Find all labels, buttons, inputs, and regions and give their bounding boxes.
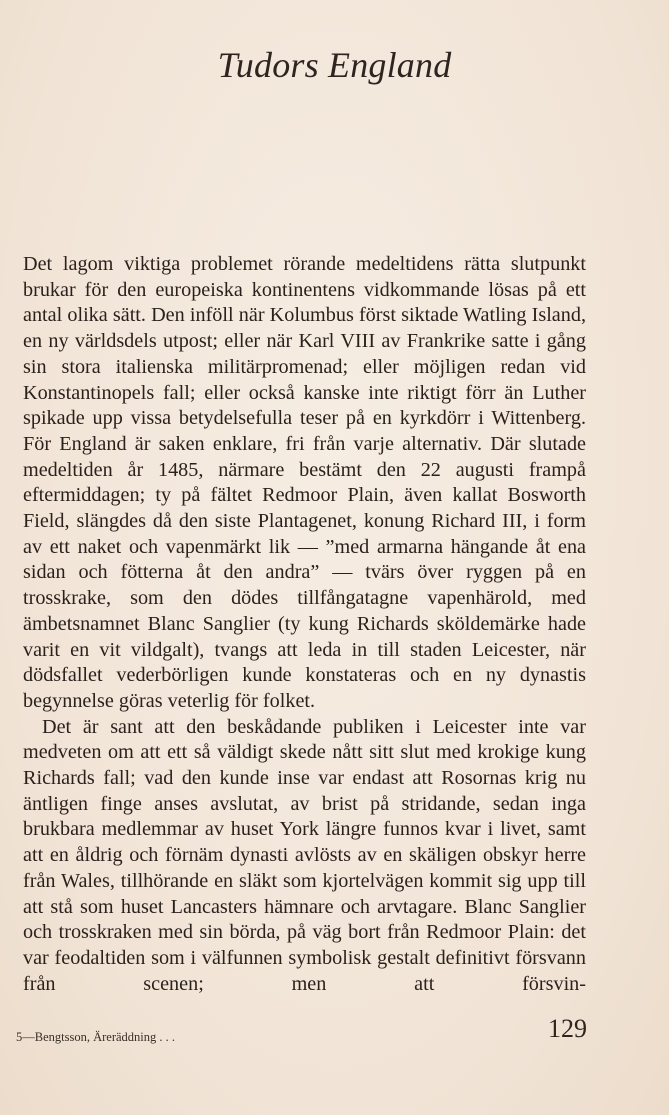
- paragraph: Det är sant att den beskådande publiken i Leicester inte var medveten om att ett så väldigt skede nått sitt slut med krokige kung Richards fall; vad den kunde inse var endast att Rosornas krig nu äntligen finge anses avslutat, av brist på stridande, sedan inga brukbara medlemmar av huset York längre funnos kvar i livet, samt att en åldrig och förnäm dynasti avlösts av en skäligen obskyr herre från Wales, tillhörande en släkt som kjortelvägen kommit sig upp till att stå som huset Lancasters hämnare och arvtagare. Blanc Sanglier och trosskraken med sin börda, på väg bort från Redmoor Plain: det var feodaltiden som i välfunnen symbolisk gestalt definitivt försvann från scenen; men att försvin-: [23, 715, 586, 995]
- paragraph: Det lagom viktiga problemet rörande medeltidens rätta slutpunkt brukar för den europeiska kontinentens vidkommande lösas på ett antal olika sätt. Den inföll när Kolumbus först siktade Watling Island, en ny världsdels utpost; eller när Karl VIII av Frankrike satte i gång sin stora italienska militärpromenad; eller möjligen redan vid Konstantinopels fall; eller också kanske inte riktigt förr än Luther spikade upp vissa betydelsefulla teser på en kyrkdörr i Wittenberg. För England är saken enklare, fri från varje alternativ. Där slutade medeltiden år 1485, närmare bestämt den 22 augusti frampå eftermiddagen; ty på fältet Redmoor Plain, även kallat Bosworth Field, slängdes då den siste Plantagenet, konung Richard III, i form av ett naket och vapenmärkt lik — ”med armarna hängande åt ena sidan och fötterna åt den andra” — tvärs över ryggen på en trosskrake, som den dödes tillfångatagne vapenhärold, med ämbetsnamnet Blanc Sanglier (ty kung Richards sköldemärke hade varit en vit vildgalt), tvangs att leda in till staden Leicester, när dödsfallet vederbörligen kunde konstateras och en ny dynastis begynnelse göras veterlig för folket.: [23, 253, 586, 712]
- printer-signature: 5—Bengtsson, Äreräddning . . .: [16, 1030, 176, 1044]
- page-number: 129: [548, 1014, 587, 1043]
- page-title: Tudors England: [217, 45, 452, 85]
- body-text: [23, 252, 586, 997]
